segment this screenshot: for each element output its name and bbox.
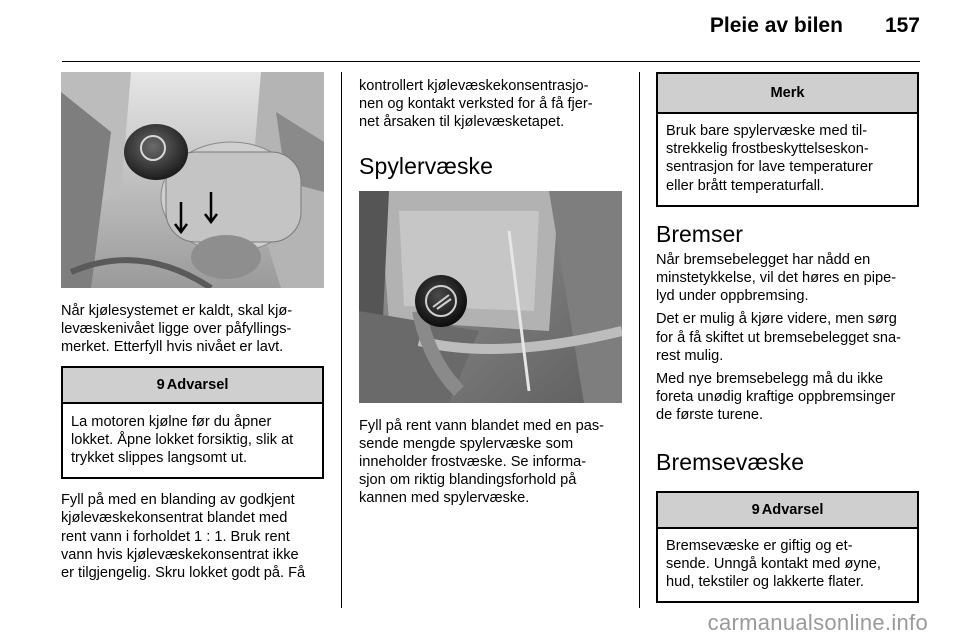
brakes-paragraph-2: Det er mulig å kjøre videre, men sørg for å få skiftet ut bremsebelegget sna- rest mulig. (656, 311, 901, 364)
warning-box-brake-fluid (656, 491, 919, 604)
warning-box-coolant (61, 366, 324, 480)
section-heading-brakes: Bremser (656, 220, 743, 247)
warning-triangle-icon: 9 (156, 376, 165, 393)
brakes-paragraph-1: Når bremsebelegget har nådd en minstetykkelse, vil det høres en pipe- lyd under oppbremsing. (656, 251, 897, 305)
note-text: Bruk bare spylervæske med til- strekkelig frostbeskyttelseskon- sentrasjon for lave temperaturer eller brått temperaturfall. (666, 123, 873, 194)
warning-heading-label: Advarsel (166, 376, 229, 393)
note-heading: Merk (658, 74, 917, 114)
washer-fluid-paragraph: Fyll på rent vann blandet med en pas- sende mengde spylervæske som inneholder frostvæske. Se informa- sjon om riktig blandingsforhold på kannen med spylervæske. (359, 417, 604, 507)
column-2 (359, 72, 622, 508)
page-header (710, 14, 920, 38)
warning-text: La motoren kjølne før du åpner lokket. Åpne lokket forsiktig, slik at trykket slippes langsomt ut. (71, 413, 294, 467)
column-1 (61, 72, 324, 582)
page-number: 157 (884, 14, 920, 37)
column-divider (639, 72, 640, 608)
washer-fluid-photo (359, 191, 622, 403)
warning-text: Bremsevæske er giftig og et- sende. Unngå kontakt med øyne, hud, tekstiler og lakkerte flater. (666, 537, 881, 591)
coolant-level-paragraph: Når kjølesystemet er kaldt, skal kjø- levæskenivået ligge over påfyllings- merket. Etterfyll hvis nivået er lavt. (61, 303, 293, 356)
coolant-reservoir-photo (61, 72, 324, 288)
warning-heading-label: Advarsel (761, 501, 824, 518)
washer-fluid-illustration (359, 191, 622, 403)
coolant-mix-paragraph: Fyll på med en blanding av godkjent kjølevæskekonsentrat blandet med rent vann i forholdet 1 : 1. Bruk rent vann hvis kjølevæskekonsentrat ikke er tilgjengelig. Skru lokket godt på. Få (61, 492, 306, 582)
coolant-continue-paragraph: kontrollert kjølevæskekonsentrasjo- nen og kontakt verksted for å få fjer- net årsaken til kjølevæsketapet. (359, 78, 593, 131)
section-heading-brake-fluid: Bremsevæske (656, 448, 805, 475)
warning-triangle-icon: 9 (751, 501, 760, 518)
brakes-paragraph-3: Med nye bremsebelegg må du ikke foreta unødig kraftige oppbremsinger de første turene. (656, 371, 896, 424)
warning-heading (63, 368, 322, 404)
header-rule (62, 61, 920, 62)
section-heading-washer-fluid: Spylervæske (359, 152, 494, 179)
page-title: Pleie av bilen (709, 14, 843, 37)
note-box-washer (656, 72, 919, 207)
column-divider (341, 72, 342, 608)
watermark: carmanualsonline.info (707, 610, 928, 635)
warning-heading (658, 493, 917, 529)
coolant-reservoir-illustration (61, 72, 324, 288)
column-3 (656, 72, 919, 603)
